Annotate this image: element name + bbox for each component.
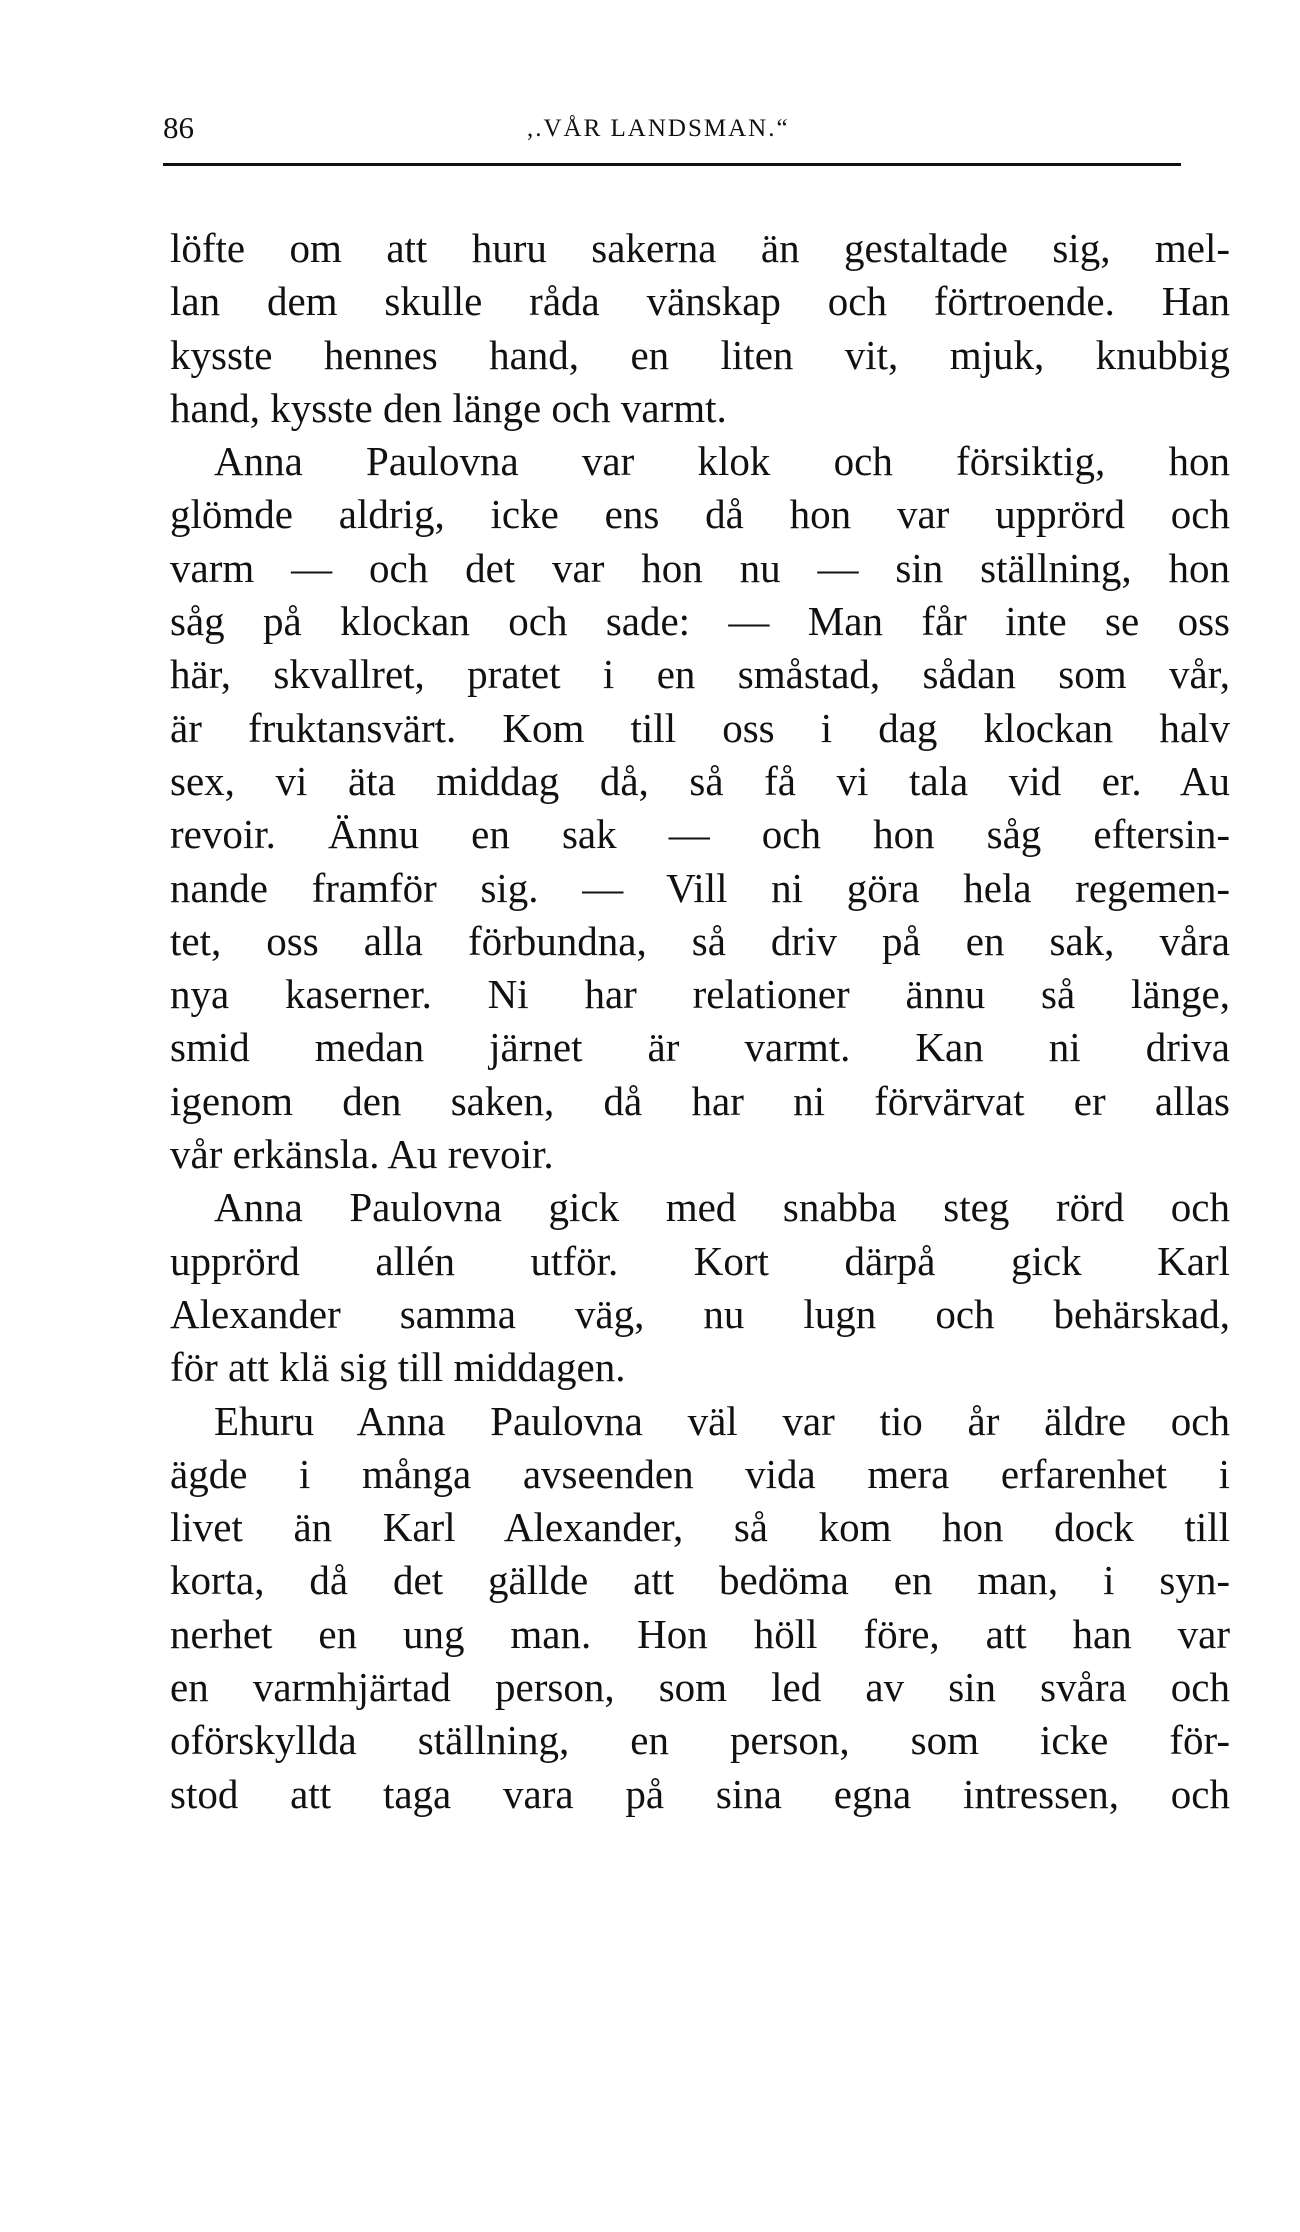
text-line: korta, då det gällde att bedöma en man, i syn-: [170, 1557, 1230, 1604]
text-line: är fruktansvärt. Kom till oss i dag klockan halv: [170, 704, 1230, 751]
text-line: varm — och det var hon nu — sin ställning, hon: [170, 544, 1230, 591]
text-line: sex, vi äta middag då, så få vi tala vid er. Au: [170, 757, 1230, 804]
text-line: smid medan järnet är varmt. Kan ni driva: [170, 1024, 1230, 1071]
text-line: löfte om att huru sakerna än gestaltade sig, mel-: [170, 225, 1230, 271]
text-line: Alexander samma väg, nu lugn och behärskad,: [170, 1290, 1230, 1337]
text-line: livet än Karl Alexander, så kom hon dock till: [170, 1504, 1230, 1551]
text-line: för att klä sig till middagen.: [170, 1344, 626, 1391]
text-line: nerhet en ung man. Hon höll före, att han var: [170, 1610, 1230, 1657]
text-line: en varmhjärtad person, som led av sin svåra och: [170, 1664, 1230, 1711]
text-line: nya kaserner. Ni har relationer ännu så länge,: [170, 971, 1230, 1018]
text-line: glömde aldrig, icke ens då hon var upprörd och: [170, 491, 1230, 538]
text-line: hand, kysste den länge och varmt.: [170, 384, 727, 431]
text-line: Ehuru Anna Paulovna väl var tio år äldre och: [214, 1397, 1230, 1444]
text-line: vår erkänsla. Au revoir.: [170, 1131, 554, 1178]
body-text: [170, 222, 1230, 1821]
text-line: revoir. Ännu en sak — och hon såg eftersin-: [170, 811, 1230, 858]
text-line: Anna Paulovna gick med snabba steg rörd och: [214, 1184, 1230, 1231]
text-line: stod att taga vara på sina egna intressen, och: [170, 1770, 1230, 1817]
running-title: ,.VÅR LANDSMAN.“: [527, 115, 790, 142]
text-line: ägde i många avseenden vida mera erfarenhet i: [170, 1450, 1230, 1497]
text-line: här, skvallret, pratet i en småstad, sådan som vår,: [170, 651, 1230, 698]
running-head: [163, 108, 1183, 154]
text-line: nande framför sig. — Vill ni göra hela regemen-: [170, 864, 1230, 911]
text-line: såg på klockan och sade: — Man får inte se oss: [170, 598, 1230, 645]
text-line: igenom den saken, då har ni förvärvat er allas: [170, 1077, 1230, 1124]
text-line: oförskyllda ställning, en person, som icke för-: [170, 1717, 1230, 1764]
page-number: 86: [163, 110, 194, 145]
text-line: Anna Paulovna var klok och försiktig, hon: [214, 438, 1230, 485]
text-line: lan dem skulle råda vänskap och förtroende. Han: [170, 278, 1230, 325]
text-line: kysste hennes hand, en liten vit, mjuk, knubbig: [170, 331, 1230, 378]
header-rule: [163, 163, 1181, 166]
text-line: upprörd allén utför. Kort därpå gick Karl: [170, 1237, 1230, 1284]
text-line: tet, oss alla förbundna, så driv på en sak, våra: [170, 917, 1230, 964]
